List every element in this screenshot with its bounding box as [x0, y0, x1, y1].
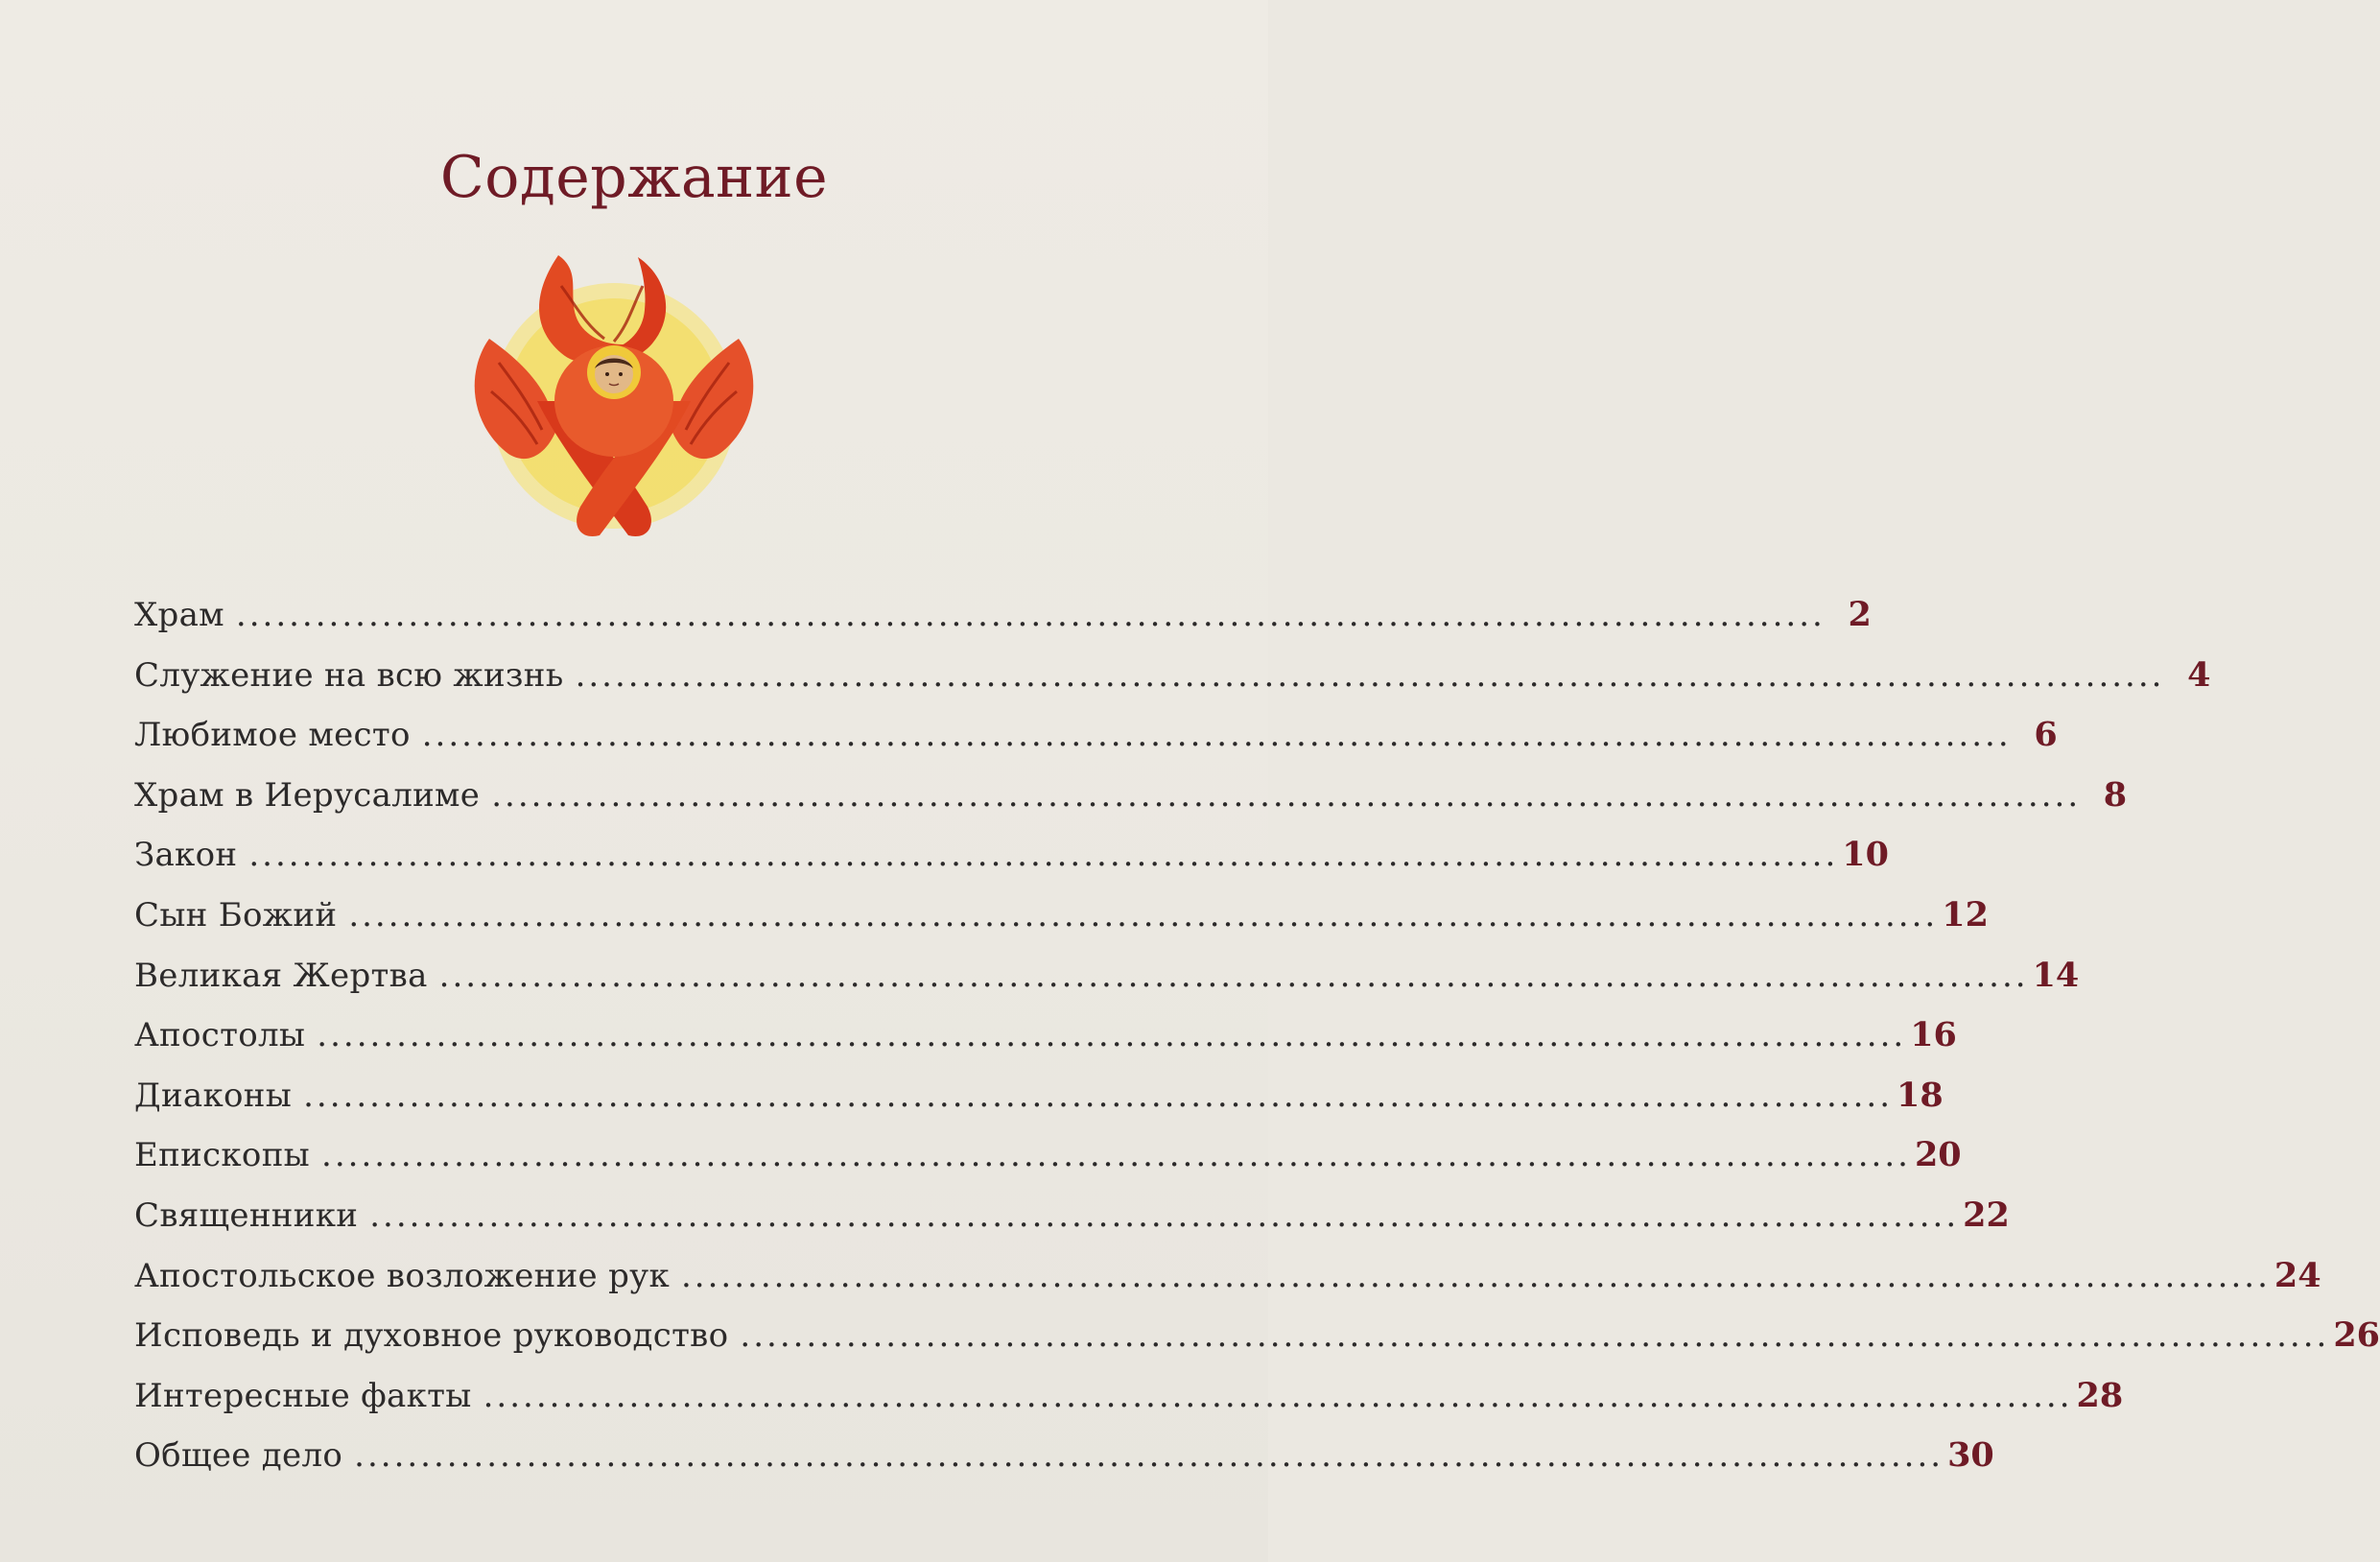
toc-entry[interactable] [134, 1135, 1962, 1195]
toc-page-number: 8 [2103, 774, 2128, 815]
toc-leader-dots: ........................................................................................................................ [491, 775, 2082, 815]
toc-entry[interactable] [134, 1255, 2321, 1316]
toc-entry[interactable] [134, 835, 1889, 895]
toc-page-number: 16 [1910, 1015, 1957, 1055]
toc-entry-title: Апостолы [134, 1016, 306, 1055]
toc-entry-title: Любимое место [134, 716, 411, 755]
toc-entry[interactable] [134, 654, 2211, 716]
toc-entry-title: Диаконы [134, 1076, 293, 1115]
toc-entry[interactable] [134, 1195, 2010, 1256]
toc-entry-title: Исповедь и духовное руководство [134, 1316, 729, 1356]
toc-entry-title: Апостольское возложение рук [134, 1256, 670, 1295]
toc-entry[interactable] [134, 1375, 2124, 1436]
toc-page-number: 14 [2032, 955, 2080, 995]
toc-entry[interactable] [134, 1435, 1994, 1496]
toc-leader-dots: ........................................................................................................................ [321, 1136, 1911, 1175]
toc-entry[interactable] [134, 894, 1989, 956]
toc-leader-dots: ........................................................................................................................ [317, 1016, 1907, 1055]
toc-entry-title: Великая Жертва [134, 956, 428, 995]
table-of-contents [134, 595, 2380, 1496]
toc-entry[interactable] [134, 955, 2080, 1016]
toc-entry[interactable] [134, 595, 1872, 655]
seraph-icon [470, 248, 758, 555]
toc-page-number: 26 [2333, 1315, 2380, 1356]
page-title: Содержание [439, 144, 829, 211]
toc-entry-title: Общее дело [134, 1436, 343, 1476]
toc-page-number: 2 [1848, 595, 1872, 634]
toc-page-number: 22 [1963, 1195, 2010, 1235]
toc-entry-title: Епископы [134, 1136, 311, 1175]
toc-entry-title: Храм в Иерусалиме [134, 775, 481, 815]
toc-entry[interactable] [134, 1075, 1944, 1136]
toc-leader-dots: ........................................................................................................................ [740, 1316, 2330, 1356]
toc-entry[interactable] [134, 715, 2058, 775]
toc-leader-dots: ........................................................................................................................ [303, 1076, 1894, 1115]
toc-entry-title: Служение на всю жизнь [134, 655, 564, 695]
toc-page-number: 12 [1942, 894, 1989, 935]
toc-leader-dots: ........................................................................................................................ [354, 1436, 1944, 1476]
toc-page-number: 30 [1947, 1435, 1994, 1476]
toc-page-number: 18 [1897, 1075, 1944, 1115]
toc-leader-dots: ........................................................................................................................ [438, 956, 2029, 995]
toc-page-number: 6 [2034, 715, 2058, 755]
toc-leader-dots: ........................................................................................................................ [421, 716, 2012, 755]
toc-leader-dots: ........................................................................................................................ [369, 1195, 1960, 1235]
toc-page-number: 20 [1914, 1135, 1962, 1175]
toc-leader-dots: ........................................................................................................................ [248, 836, 1839, 875]
toc-page-number: 4 [2187, 654, 2211, 695]
toc-page-number: 10 [1842, 835, 1889, 875]
toc-entry-title: Интересные факты [134, 1376, 472, 1415]
toc-entry[interactable] [134, 774, 2128, 836]
toc-entry-title: Закон [134, 836, 238, 875]
toc-entry[interactable] [134, 1015, 1957, 1076]
toc-page-number: 24 [2274, 1255, 2321, 1295]
toc-leader-dots: ........................................................................................................................ [681, 1256, 2271, 1295]
toc-leader-dots: ........................................................................................................................ [348, 895, 1939, 935]
toc-leader-dots: ........................................................................................................................ [235, 596, 1826, 634]
toc-leader-dots: ........................................................................................................................ [483, 1376, 2073, 1415]
toc-leader-dots: ........................................................................................................................ [575, 655, 2165, 695]
toc-entry[interactable] [134, 1315, 2380, 1376]
toc-entry-title: Священники [134, 1195, 359, 1235]
toc-entry-title: Сын Божий [134, 895, 338, 935]
toc-entry-title: Храм [134, 596, 224, 634]
toc-page-number: 28 [2076, 1375, 2124, 1415]
